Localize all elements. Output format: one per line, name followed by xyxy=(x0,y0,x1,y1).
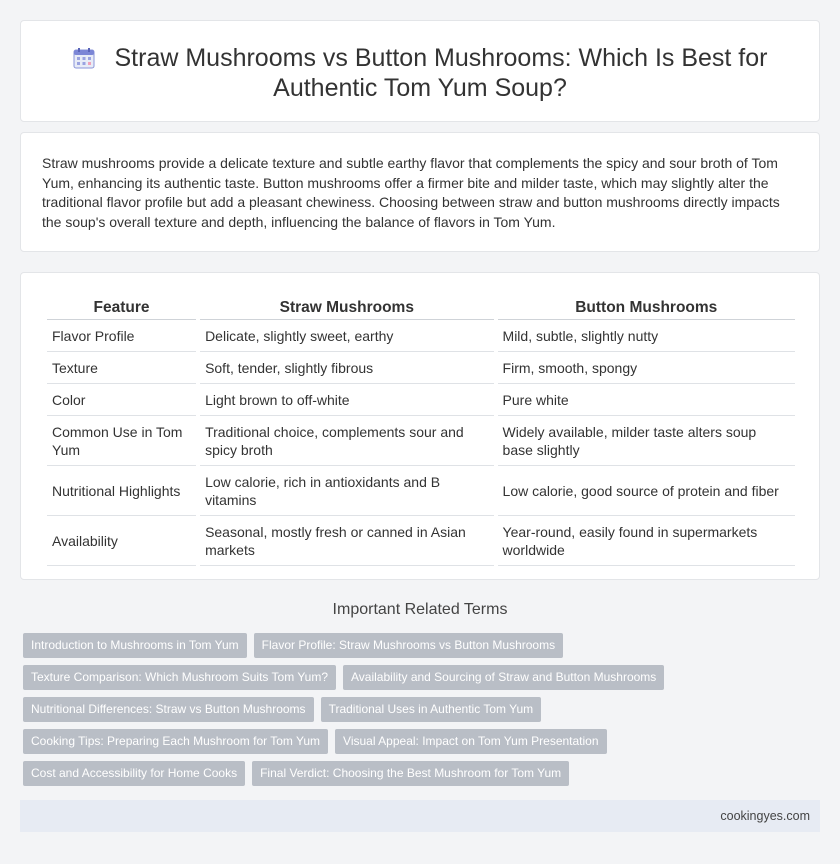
related-term-tag[interactable]: Texture Comparison: Which Mushroom Suits Tom Yum? xyxy=(23,665,336,690)
table-cell: Light brown to off-white xyxy=(200,384,493,416)
intro-paragraph: Straw mushrooms provide a delicate texture and subtle earthy flavor that complements the spicy and sour broth of Tom Yum, enhancing its authentic taste. Button mushrooms offer a firmer bite and milder taste, which may slightly alter the traditional flavor profile but add a pleasant chewiness. Choosing between straw and button mushrooms directly impacts the soup's overall texture and depth, influencing the balance of flavors in Tom Yum. xyxy=(42,155,780,230)
related-term-tag[interactable]: Cost and Accessibility for Home Cooks xyxy=(23,761,245,786)
header-feature: Feature xyxy=(47,295,196,320)
header-button: Button Mushrooms xyxy=(498,295,795,320)
related-terms-title: Important Related Terms xyxy=(332,601,508,618)
table-cell: Common Use in Tom Yum xyxy=(47,416,196,466)
table-header-row xyxy=(47,295,795,320)
related-term-tag[interactable]: Nutritional Differences: Straw vs Button Mushrooms xyxy=(23,697,314,722)
related-term-tag[interactable]: Traditional Uses in Authentic Tom Yum xyxy=(321,697,542,722)
table-row xyxy=(47,416,795,466)
table-row xyxy=(47,516,795,566)
table-cell: Texture xyxy=(47,352,196,384)
table-cell: Availability xyxy=(47,516,196,566)
table-cell: Soft, tender, slightly fibrous xyxy=(200,352,493,384)
related-term-tag[interactable]: Final Verdict: Choosing the Best Mushroom for Tom Yum xyxy=(252,761,569,786)
table-cell: Delicate, slightly sweet, earthy xyxy=(200,320,493,352)
table-row xyxy=(47,352,795,384)
tag-row xyxy=(23,633,823,665)
table-cell: Low calorie, rich in antioxidants and B vitamins xyxy=(200,466,493,516)
table-row xyxy=(47,320,795,352)
table-row xyxy=(47,384,795,416)
table-cell: Traditional choice, complements sour and spicy broth xyxy=(200,416,493,466)
table-cell: Flavor Profile xyxy=(47,320,196,352)
title-card xyxy=(20,20,820,122)
table-cell: Mild, subtle, slightly nutty xyxy=(498,320,795,352)
header-straw: Straw Mushrooms xyxy=(200,295,493,320)
table-cell: Widely available, milder taste alters soup base slightly xyxy=(498,416,795,466)
tag-row xyxy=(23,697,823,729)
related-term-tag[interactable]: Availability and Sourcing of Straw and Button Mushrooms xyxy=(343,665,664,690)
footer-site-link[interactable]: cookingyes.com xyxy=(720,809,810,823)
table-cell: Pure white xyxy=(498,384,795,416)
footer xyxy=(20,800,820,832)
related-term-tag[interactable]: Cooking Tips: Preparing Each Mushroom for Tom Yum xyxy=(23,729,328,754)
comparison-table-card xyxy=(20,272,820,580)
page-title: Straw Mushrooms vs Button Mushrooms: Which Is Best for Authentic Tom Yum Soup? xyxy=(114,44,768,102)
tag-row xyxy=(23,761,823,793)
table-cell: Color xyxy=(47,384,196,416)
page-title-wrap xyxy=(21,43,819,103)
table-cell: Nutritional Highlights xyxy=(47,466,196,516)
table-cell: Low calorie, good source of protein and fiber xyxy=(498,466,795,516)
related-terms-list xyxy=(23,633,823,793)
table-row xyxy=(47,466,795,516)
comparison-table xyxy=(43,295,799,566)
intro-card xyxy=(20,132,820,252)
table-cell: Firm, smooth, spongy xyxy=(498,352,795,384)
tag-row xyxy=(23,665,823,697)
tag-row xyxy=(23,729,823,761)
related-term-tag[interactable]: Introduction to Mushrooms in Tom Yum xyxy=(23,633,247,658)
related-term-tag[interactable]: Visual Appeal: Impact on Tom Yum Presentation xyxy=(335,729,607,754)
calendar-icon xyxy=(73,47,95,69)
table-cell: Year-round, easily found in supermarkets worldwide xyxy=(498,516,795,566)
table-cell: Seasonal, mostly fresh or canned in Asian markets xyxy=(200,516,493,566)
related-term-tag[interactable]: Flavor Profile: Straw Mushrooms vs Button Mushrooms xyxy=(254,633,563,658)
